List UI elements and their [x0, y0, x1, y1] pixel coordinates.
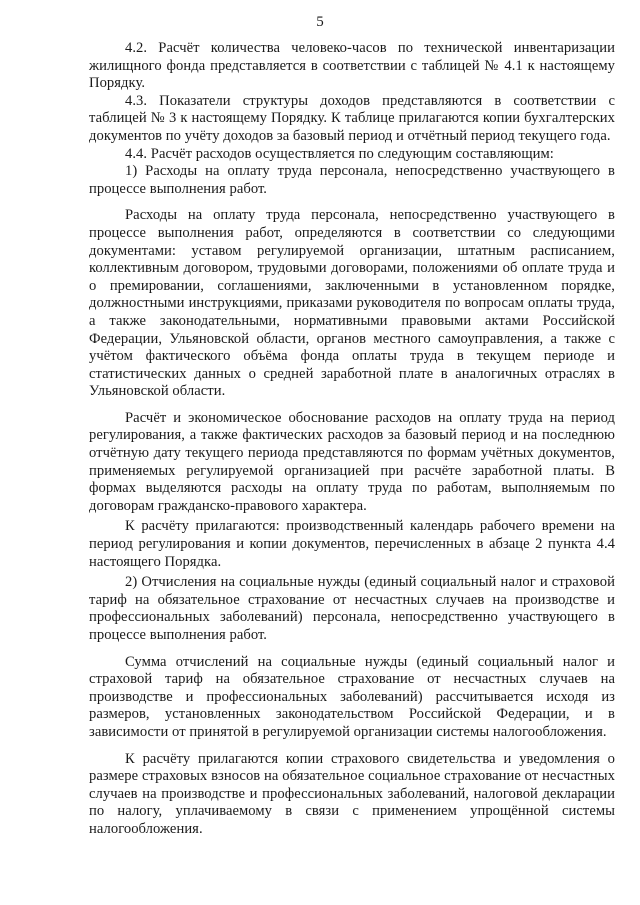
paragraph-item-2: 2) Отчисления на социальные нужды (единый социальный налог и страховой тариф на обязательное страхование от несчастных случаев на производстве и профессиональных заболеваний) персонала, непосредственно участвующего в процессе выполнения работ.: [89, 574, 615, 643]
document-body: [89, 40, 615, 839]
paragraph-insurance-attachments: К расчёту прилагаются копии страхового свидетельства и уведомления о размере страховых взносов на обязательное социальное страхование от несчастных случаев на производстве и профессиональных заболеваний, налоговой декларации по налогу, уплачиваемому в связи с применением упрощённой системы налогообложения.: [89, 750, 615, 837]
paragraph-labor-costs: Расходы на оплату труда персонала, непосредственно участвующего в процессе выполнения работ, определяются в соответствии со следующими документами: уставом регулируемой организации, штатным расписанием, коллективным договором, трудовыми договорами, положениями об оплате труда и о премировании, соглашениями, заключенными в установленном порядке, должностными инструкциями, приказами руководителя по вопросам оплаты труда, а также законодательными, нормативными правовыми актами Российской Федерации, Ульяновской области, органов местного самоуправления, а также с учётом фактического объёма фонда оплаты труда в текущем периоде и статистических данных о средней заработной плате в аналогичных отраслях в Ульяновской области.: [89, 207, 615, 400]
paragraph-item-1: 1) Расходы на оплату труда персонала, непосредственно участвующего в процессе выполнения работ.: [89, 163, 615, 197]
paragraph-4-3: 4.3. Показатели структуры доходов представляются в соответствии с таблицей № 3 к настоящему Порядку. К таблице прилагаются копии бухгалтерских документов по учёту доходов за базовый период и отчётный период текущего года.: [89, 92, 615, 144]
paragraph-calc-attachments: К расчёту прилагаются: производственный календарь рабочего времени на период регулирования и копии документов, перечисленных в абзаце 2 пункта 4.4 настоящего Порядка.: [89, 518, 615, 570]
page-number: 5: [316, 14, 324, 30]
paragraph-4-4: 4.4. Расчёт расходов осуществляется по следующим составляющим:: [125, 145, 554, 162]
paragraph-4-2: 4.2. Расчёт количества человеко-часов по технической инвентаризации жилищного фонда представляется в соответствии с таблицей № 4.1 к настоящему Порядку.: [89, 40, 615, 92]
paragraph-labor-justification: Расчёт и экономическое обоснование расходов на оплату труда на период регулирования, а также фактических расходов за базовый период и на последнюю отчётную дату текущего периода представляются по формам учётных документов, применяемых регулируемой организацией при расчёте заработной платы. В формах выделяются расходы на оплату труда по работам, выполняемым по договорам гражданско-правового характера.: [89, 409, 615, 514]
paragraph-social-sum: Сумма отчислений на социальные нужды (единый социальный налог и страховой тариф на обязательное страхование от несчастных случаев на производстве и профессиональных заболеваний) рассчитывается исходя из размеров, установленных законодательством Российской Федерации, и в зависимости от принятой в регулируемой организации системы налогообложения.: [89, 653, 615, 740]
